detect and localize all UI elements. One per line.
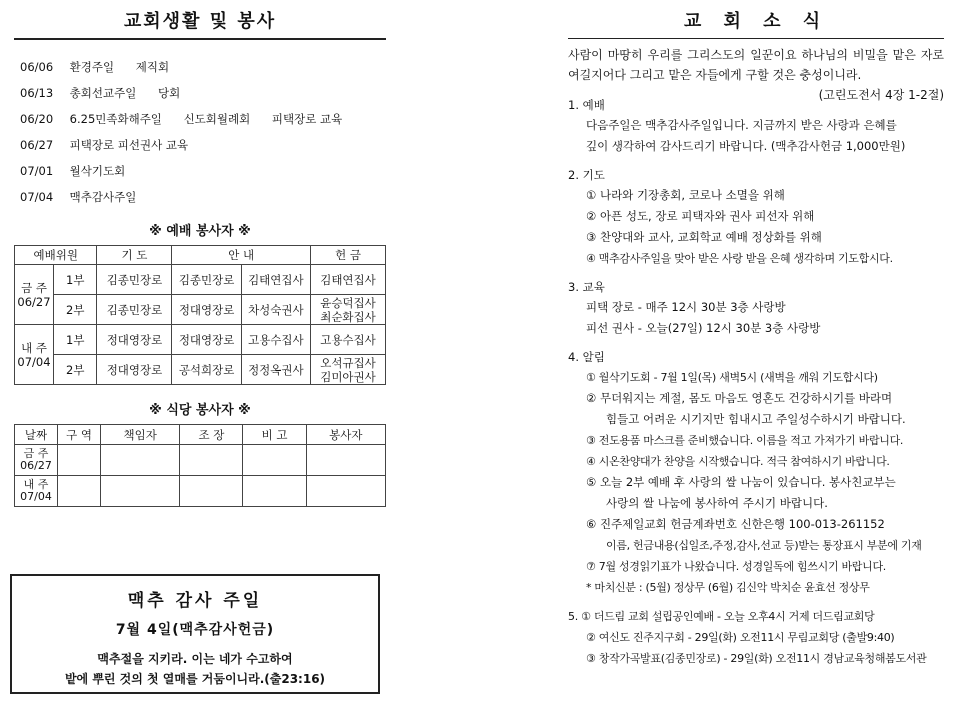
section-line: 다음주일은 맥추감사주일입니다. 지금까지 받은 사랑과 은혜를: [586, 118, 897, 132]
left-title: 교회생활 및 봉사: [123, 11, 277, 32]
section-line: 힘들고 어려운 시기지만 힘내시고 주일성수하시기 바랍니다.: [606, 412, 906, 426]
schedule-item: [14, 80, 386, 106]
meal-servers-title: ※ 식당 봉사자 ※: [149, 403, 251, 418]
column-header: 안 내: [172, 246, 311, 265]
section-line: ① 나라와 기장총회, 코로나 소멸을 위해: [586, 188, 785, 202]
schedule-event: 환경주일: [69, 60, 115, 74]
schedule-event: 신도회월례회: [183, 112, 251, 126]
table-row: [15, 295, 386, 325]
section-heading: 4. 알림: [568, 350, 605, 364]
empty-cell: [101, 476, 180, 507]
column-header: 기 도: [97, 246, 172, 265]
verse-text: 사람이 마땅히 우리를 그리스도의 일꾼이요 하나님의 비밀을 맡은 자로 여길지어다 그리고 맡은 자들에게 구할 것은 충성이니라.: [568, 48, 944, 82]
week-label: 금 주 06/27: [15, 445, 58, 476]
section-line: 사랑의 쌀 나눔에 봉사하여 주시기 바랍니다.: [606, 496, 828, 510]
section-line: 이름, 헌금내용(십일조,주정,감사,선교 등)받는 통장표시 부분에 기재: [606, 539, 922, 552]
section-line: 깊이 생각하여 감사드리기 바랍니다. (맥추감사헌금 1,000만원): [586, 139, 906, 153]
box-title: 맥추 감사 주일: [127, 591, 263, 611]
schedule-date: 06/13: [20, 86, 54, 100]
schedule-item: [14, 106, 386, 132]
schedule-item: [14, 132, 386, 158]
column-header: 구 역: [58, 425, 101, 445]
column-header: 헌 금: [311, 246, 386, 265]
section-line: ④ 맥추감사주일을 맞아 받은 사랑 받을 은혜 생각하며 기도합시다.: [586, 252, 893, 265]
table-row: [15, 355, 386, 385]
usher-cell: 고용수집사: [241, 325, 310, 355]
meal-servers-table: [14, 424, 386, 507]
empty-cell: [58, 445, 101, 476]
section-line: ③ 창작가곡발표(김종민장로) - 29일(화) 오전11시 경남교육청해봄도서관: [586, 652, 927, 665]
offering-cell: 오석규집사 김미아권사: [311, 355, 386, 385]
section-prayer: [568, 165, 944, 269]
column-header: 비 고: [243, 425, 306, 445]
usher-cell: 정대영장로: [172, 295, 241, 325]
section-heading: 2. 기도: [568, 168, 605, 182]
offering-cell: 김태연집사: [311, 265, 386, 295]
usher-cell: 차성숙권사: [241, 295, 310, 325]
column-header: 봉사자: [306, 425, 385, 445]
worship-servers-title: ※ 예배 봉사자 ※: [149, 224, 251, 239]
empty-cell: [306, 445, 385, 476]
empty-cell: [243, 445, 306, 476]
section-notices: [568, 347, 944, 598]
thanksgiving-box: [10, 574, 380, 694]
section-line: ② 여신도 진주지구회 - 29일(화) 오전11시 무림교회당 (출발9:40): [586, 631, 895, 644]
table-row: [15, 445, 386, 476]
schedule-event: 피택장로 피선권사 교육: [69, 138, 189, 152]
week-label: 금 주 06/27: [15, 265, 54, 325]
section-line: ① 월삭기도회 - 7월 1일(목) 새벽5시 (새벽을 깨워 기도합시다): [586, 371, 878, 384]
table-row: [15, 325, 386, 355]
schedule-event: 6.25민족화해주일: [69, 112, 162, 126]
section-line: 피택 장로 - 매주 12시 30분 3층 사랑방: [586, 300, 786, 314]
usher-cell: 김태연집사: [241, 265, 310, 295]
prayer-cell: 정대영장로: [97, 355, 172, 385]
schedule-event: 제직회: [135, 60, 170, 74]
week-label: 내 주 07/04: [15, 476, 58, 507]
right-title: 교 회 소 식: [683, 11, 829, 32]
offering-cell: 윤승덕집사 최순화집사: [311, 295, 386, 325]
usher-cell: 정대영장로: [172, 325, 241, 355]
section-line: ③ 찬양대와 교사, 교회학교 예배 정상화를 위해: [586, 230, 822, 244]
table-row: [15, 265, 386, 295]
section-line: 5. ① 더드림 교회 설립공인예배 - 오늘 오후4시 거제 더드림교회당: [568, 610, 875, 623]
section-other: [568, 606, 944, 669]
service-cell: 2부: [54, 295, 97, 325]
column-header: 날짜: [15, 425, 58, 445]
verse-reference: (고린도전서 4장 1-2절): [818, 88, 944, 102]
offering-cell: 고용수집사: [311, 325, 386, 355]
column-header: 책임자: [101, 425, 180, 445]
worship-servers-table: [14, 245, 386, 385]
table-header-row: [15, 246, 386, 265]
service-cell: 2부: [54, 355, 97, 385]
section-heading: 3. 교육: [568, 280, 605, 294]
section-line: ③ 전도용품 마스크를 준비했습니다. 이름을 적고 가져가기 바랍니다.: [586, 434, 904, 447]
schedule-item: [14, 54, 386, 80]
schedule-item: [14, 184, 386, 210]
box-subtitle: 7월 4일(맥추감사헌금): [115, 622, 275, 638]
usher-cell: 정정옥권사: [241, 355, 310, 385]
right-column: [568, 8, 944, 669]
schedule-event: 당회: [157, 86, 181, 100]
schedule-event: 총회선교주일: [69, 86, 137, 100]
empty-cell: [180, 445, 243, 476]
section-line: ④ 시온찬양대가 찬양을 시작했습니다. 적극 참여하시기 바랍니다.: [586, 455, 890, 468]
section-line: 피선 권사 - 오늘(27일) 12시 30분 3층 사랑방: [586, 321, 821, 335]
prayer-cell: 김종민장로: [97, 295, 172, 325]
title-divider: [568, 38, 944, 39]
scripture-verse: [568, 45, 944, 102]
empty-cell: [243, 476, 306, 507]
schedule-item: [14, 158, 386, 184]
section-line: ② 무더워지는 계절, 몸도 마음도 영혼도 건강하시기를 바라며: [586, 391, 893, 405]
left-column: [14, 8, 386, 507]
week-label: 내 주 07/04: [15, 325, 54, 385]
section-line: * 마치신분 : (5월) 정상무 (6월) 김신악 박치순 윤효선 정상무: [586, 581, 870, 594]
schedule-date: 07/04: [20, 190, 54, 204]
box-verse-line: 밭에 뿌린 것의 첫 열매를 거둠이니라.(출23:16): [64, 672, 326, 686]
column-header: 예배위원: [15, 246, 97, 265]
schedule-list: [14, 54, 386, 210]
schedule-event: 피택장로 교육: [271, 112, 343, 126]
empty-cell: [101, 445, 180, 476]
prayer-cell: 김종민장로: [97, 265, 172, 295]
usher-cell: 공석희장로: [172, 355, 241, 385]
title-divider: [14, 38, 386, 40]
section-line: ⑦ 7월 성경읽기표가 나왔습니다. 성경일독에 힘쓰시기 바랍니다.: [586, 560, 886, 573]
section-line: ⑥ 진주제일교회 헌금계좌번호 신한은행 100-013-261152: [586, 517, 885, 531]
column-header: 조 장: [180, 425, 243, 445]
section-line: ⑤ 오늘 2부 예배 후 사랑의 쌀 나눔이 있습니다. 봉사친교부는: [586, 475, 896, 489]
empty-cell: [58, 476, 101, 507]
schedule-date: 06/20: [20, 112, 54, 126]
box-verse-line: 맥추절을 지키라. 이는 네가 수고하여: [97, 652, 293, 666]
table-header-row: [15, 425, 386, 445]
schedule-date: 07/01: [20, 164, 54, 178]
schedule-date: 06/27: [20, 138, 54, 152]
table-row: [15, 476, 386, 507]
usher-cell: 김종민장로: [172, 265, 241, 295]
section-education: [568, 277, 944, 339]
prayer-cell: 정대영장로: [97, 325, 172, 355]
schedule-event: 맥추감사주일: [69, 190, 137, 204]
schedule-event: 월삭기도회: [69, 164, 126, 178]
service-cell: 1부: [54, 265, 97, 295]
empty-cell: [306, 476, 385, 507]
section-heading: 1. 예배: [568, 98, 605, 112]
schedule-date: 06/06: [20, 60, 54, 74]
service-cell: 1부: [54, 325, 97, 355]
empty-cell: [180, 476, 243, 507]
section-line: ② 아픈 성도, 장로 피택자와 권사 피선자 위해: [586, 209, 815, 223]
box-verse: [12, 649, 378, 689]
